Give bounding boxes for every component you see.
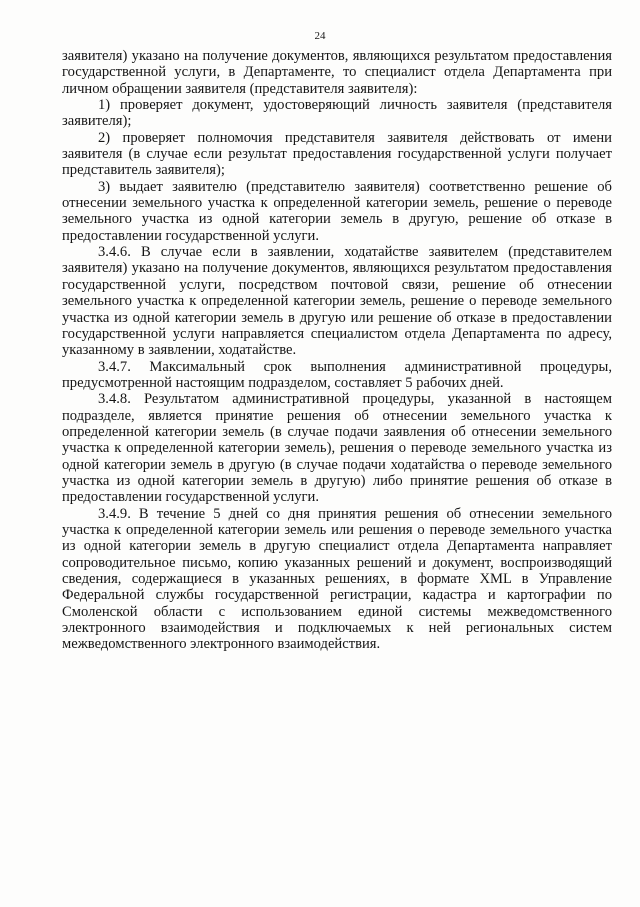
paragraph-continuation: заявителя) указано на получение документов, являющихся результатом предоставления государственной услуги, в Департаменте, то специалист отдела Департамента при личном обращении заявителя (представителя заявителя):: [62, 48, 612, 97]
paragraph-3-4-6: 3.4.6. В случае если в заявлении, ходатайстве заявителем (представителем заявителя) указано на получение документов, являющихся результатом предоставления государственной услуги, посредством почтовой связи, решение об отнесении земельного участка к определенной категории земель, решение о переводе земельного участка из одной категории земель в другую или решение об отказе в предоставлении государственной услуги направляется специалистом отдела Департамента по адресу, указанному в заявлении, ходатайстве.: [62, 244, 612, 359]
document-body: [62, 48, 612, 653]
paragraph-3-4-7: 3.4.7. Максимальный срок выполнения административной процедуры, предусмотренной настоящим подразделом, составляет 5 рабочих дней.: [62, 358, 612, 391]
paragraph-3-4-8: 3.4.8. Результатом административной процедуры, указанной в настоящем подразделе, является принятие решения об отнесении земельного участка к определенной категории земель (в случае подачи заявления об отнесении земельного участка к определенной категории земель), решения о переводе земельного участка из одной категории земель в другую (в случае подачи ходатайства о переводе земельного участка из одной категории земель в другую) либо принятие решения об отказе в предоставлении государственной услуги.: [62, 391, 612, 506]
paragraph-3-4-9: 3.4.9. В течение 5 дней со дня принятия решения об отнесении земельного участка к определенной категории земель или решения о переводе земельного участка из одной категории земель в другую специалист отдела Департамента направляет сопроводительное письмо, копию указанных решений и документ, воспроизводящий сведения, содержащиеся в указанных решениях, в формате XML в Управление Федеральной службы государственной регистрации, кадастра и картографии по Смоленской области с использованием единой системы межведомственного электронного взаимодействия и подключаемых к ней региональных систем межведомственного электронного взаимодействия.: [62, 505, 612, 653]
paragraph-item-2: 2) проверяет полномочия представителя заявителя действовать от имени заявителя (в случае если результат предоставления государственной услуги получает представитель заявителя);: [62, 129, 612, 179]
paragraph-item-1: 1) проверяет документ, удостоверяющий личность заявителя (представителя заявителя);: [62, 97, 612, 130]
paragraph-item-3: 3) выдает заявителю (представителю заявителя) соответственно решение об отнесении земельного участка к определенной категории земель, решение о переводе земельного участка из одной категории земель в другую, решение об отказе в предоставлении государственной услуги.: [62, 178, 612, 244]
page-number: 24: [314, 30, 326, 42]
